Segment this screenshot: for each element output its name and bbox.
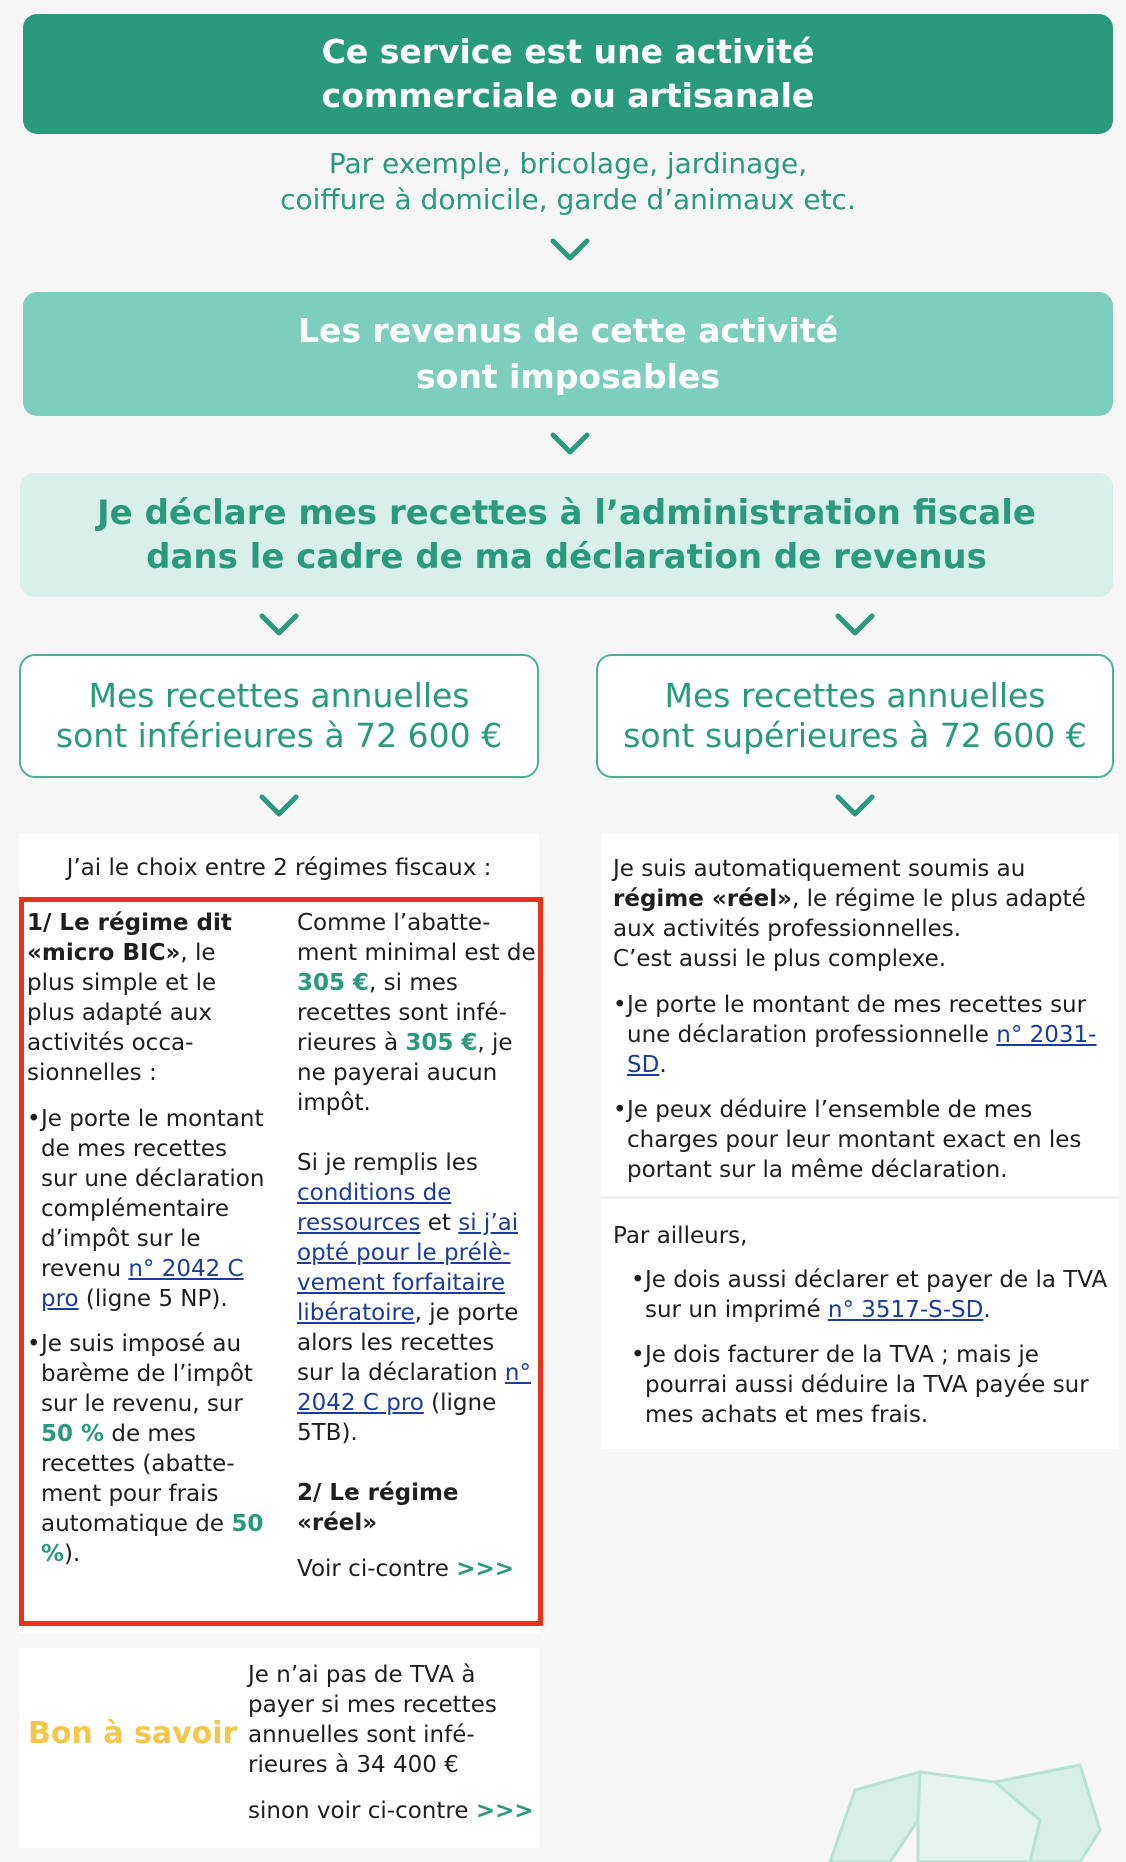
branch-left-line1: Mes recettes annuelles <box>88 676 470 715</box>
step-taxable-income <box>23 292 1113 416</box>
bullet-text: Je dois aussi déclarer et payer de la TVA sur un imprimé <box>645 1267 1108 1323</box>
form-2042-link[interactable]: n° 2042 C pro <box>41 1256 244 1312</box>
step3-line1: Je déclare mes recettes à l’administration fiscale <box>97 493 1036 533</box>
conditions-text <box>297 1148 537 1448</box>
real-regime-text <box>613 854 1113 1200</box>
bullet-text: Je dois facturer de la TVA ; mais je pourrai aussi déduire la TVA payée sur mes achats et mes frais. <box>645 1342 1089 1428</box>
regime-micro-column <box>27 908 267 1584</box>
bullet1-text: Je porte le montant de mes recettes sur une déclaration complémentaire d’impôt sur le revenu <box>41 1106 265 1282</box>
besides-text <box>613 1221 1113 1445</box>
list-item <box>631 1340 1113 1430</box>
form-2031-link[interactable]: n° 2031-SD <box>627 1022 1097 1078</box>
chevron-down-icon <box>550 432 590 456</box>
col2-text: et <box>420 1210 459 1236</box>
amount-value: 305 € <box>297 970 370 996</box>
list-item <box>27 1104 267 1314</box>
step1-line2: commerciale ou artisanale <box>321 76 815 115</box>
regime-real-label: régime «réel» <box>613 886 793 912</box>
amount-value: 305 € <box>405 1030 478 1056</box>
bullet-text: Je porte le montant de mes recettes sur une déclaration professionnelle <box>627 992 1087 1048</box>
bullet-end: . <box>983 1297 991 1323</box>
decorative-illustration <box>800 1760 1126 1862</box>
form-2042-link[interactable]: n° 2042 C pro <box>297 1360 531 1416</box>
chevron-down-icon <box>835 794 875 818</box>
bullet2-end: ). <box>64 1541 81 1567</box>
conditions-link[interactable]: conditions de ressources <box>297 1180 452 1236</box>
see-opposite-label: Voir ci-contre <box>297 1556 457 1582</box>
chevron-down-icon <box>259 794 299 818</box>
good-to-know-title: Bon à savoir <box>28 1716 238 1751</box>
besides-label: Par ailleurs, <box>613 1223 748 1249</box>
otherwise-label: sinon voir ci-contre <box>248 1798 476 1824</box>
chevron-down-icon <box>835 613 875 637</box>
branch-below-threshold <box>19 654 539 778</box>
regime1-title: 1/ Le régime dit «micro BIC» <box>27 910 232 966</box>
regime1-intro <box>27 908 267 1088</box>
arrows-icon[interactable]: >>> <box>475 1798 534 1824</box>
col2-text: Comme l’abattement minimal est de <box>297 910 536 966</box>
step1-line1: Ce service est une activité <box>321 32 815 71</box>
percent-value: 50 % <box>41 1511 264 1567</box>
examples-text <box>23 146 1113 218</box>
vat-threshold-text: Je n’ai pas de TVA à payer si mes recettes annuelles sont inférieures à 34 400 € <box>248 1662 497 1778</box>
form-3517-link[interactable]: n° 3517-S-SD <box>827 1297 984 1323</box>
minimum-allowance-text <box>297 908 537 1118</box>
regime1-desc: , le plus simple et le plus adapté aux activités occasionnelles : <box>27 940 217 1086</box>
chevron-down-icon <box>259 613 299 637</box>
list-item <box>631 1265 1113 1325</box>
step-declare-receipts <box>20 473 1113 597</box>
col2-text: , si mes recettes sont inférieures à <box>297 970 507 1056</box>
percent-value: 50 % <box>41 1421 105 1447</box>
bullet-text: Je peux déduire l’ensemble de mes charges pour leur montant exact en les portant sur la même déclaration. <box>627 1097 1082 1183</box>
regime2-title: 2/ Le régime «réel» <box>297 1480 459 1536</box>
col2-text: Si je remplis les <box>297 1150 478 1176</box>
step-commercial-activity <box>23 14 1113 134</box>
examples-line2: coiffure à domicile, garde d’animaux etc. <box>280 183 856 216</box>
bullet2-text2: de mes recettes (abattement pour frais automatique de <box>41 1421 235 1537</box>
branch-right-line2: sont supérieures à 72 600 € <box>623 716 1087 755</box>
choice-text: J’ai le choix entre 2 régimes fiscaux : <box>66 855 492 881</box>
chevron-down-icon <box>550 238 590 262</box>
list-item <box>27 1329 267 1569</box>
step2-line2: sont imposables <box>416 357 720 396</box>
step2-line1: Les revenus de cette activité <box>298 311 838 350</box>
step3-line2: dans le cadre de ma déclaration de revenus <box>146 537 987 577</box>
intro-text: C’est aussi le plus complexe. <box>613 946 947 972</box>
arrows-icon[interactable]: >>> <box>456 1556 515 1582</box>
bullet2-text: Je suis imposé au barème de l’impôt sur le revenu, sur <box>41 1331 253 1417</box>
col2-text: , je porte alors les recettes sur la déclaration <box>297 1300 519 1386</box>
good-to-know-text <box>248 1660 538 1826</box>
list-item <box>613 990 1113 1080</box>
intro-text: Je suis automatiquement soumis au <box>613 856 1026 882</box>
examples-line1: Par exemple, bricolage, jardinage, <box>328 147 808 180</box>
branch-left-line2: sont inférieures à 72 600 € <box>55 716 503 755</box>
bullet-end: . <box>659 1052 667 1078</box>
see-opposite-text <box>297 1554 537 1584</box>
col2-text: (ligne 5TB). <box>297 1390 497 1446</box>
branch-above-threshold <box>596 654 1114 778</box>
regime-details-column <box>297 908 537 1584</box>
bullet1-end: (ligne 5 NP). <box>78 1286 228 1312</box>
withholding-link[interactable]: si j’ai opté pour le prélèvement forfaitaire libératoire <box>297 1210 519 1326</box>
col2-text: , je ne payerai aucun impôt. <box>297 1030 513 1116</box>
list-item <box>613 1095 1113 1185</box>
intro-text: , le régime le plus adapté aux activités professionnelles. <box>613 886 1086 942</box>
branch-right-line1: Mes recettes annuelles <box>664 676 1046 715</box>
real-regime-intro <box>613 854 1113 974</box>
